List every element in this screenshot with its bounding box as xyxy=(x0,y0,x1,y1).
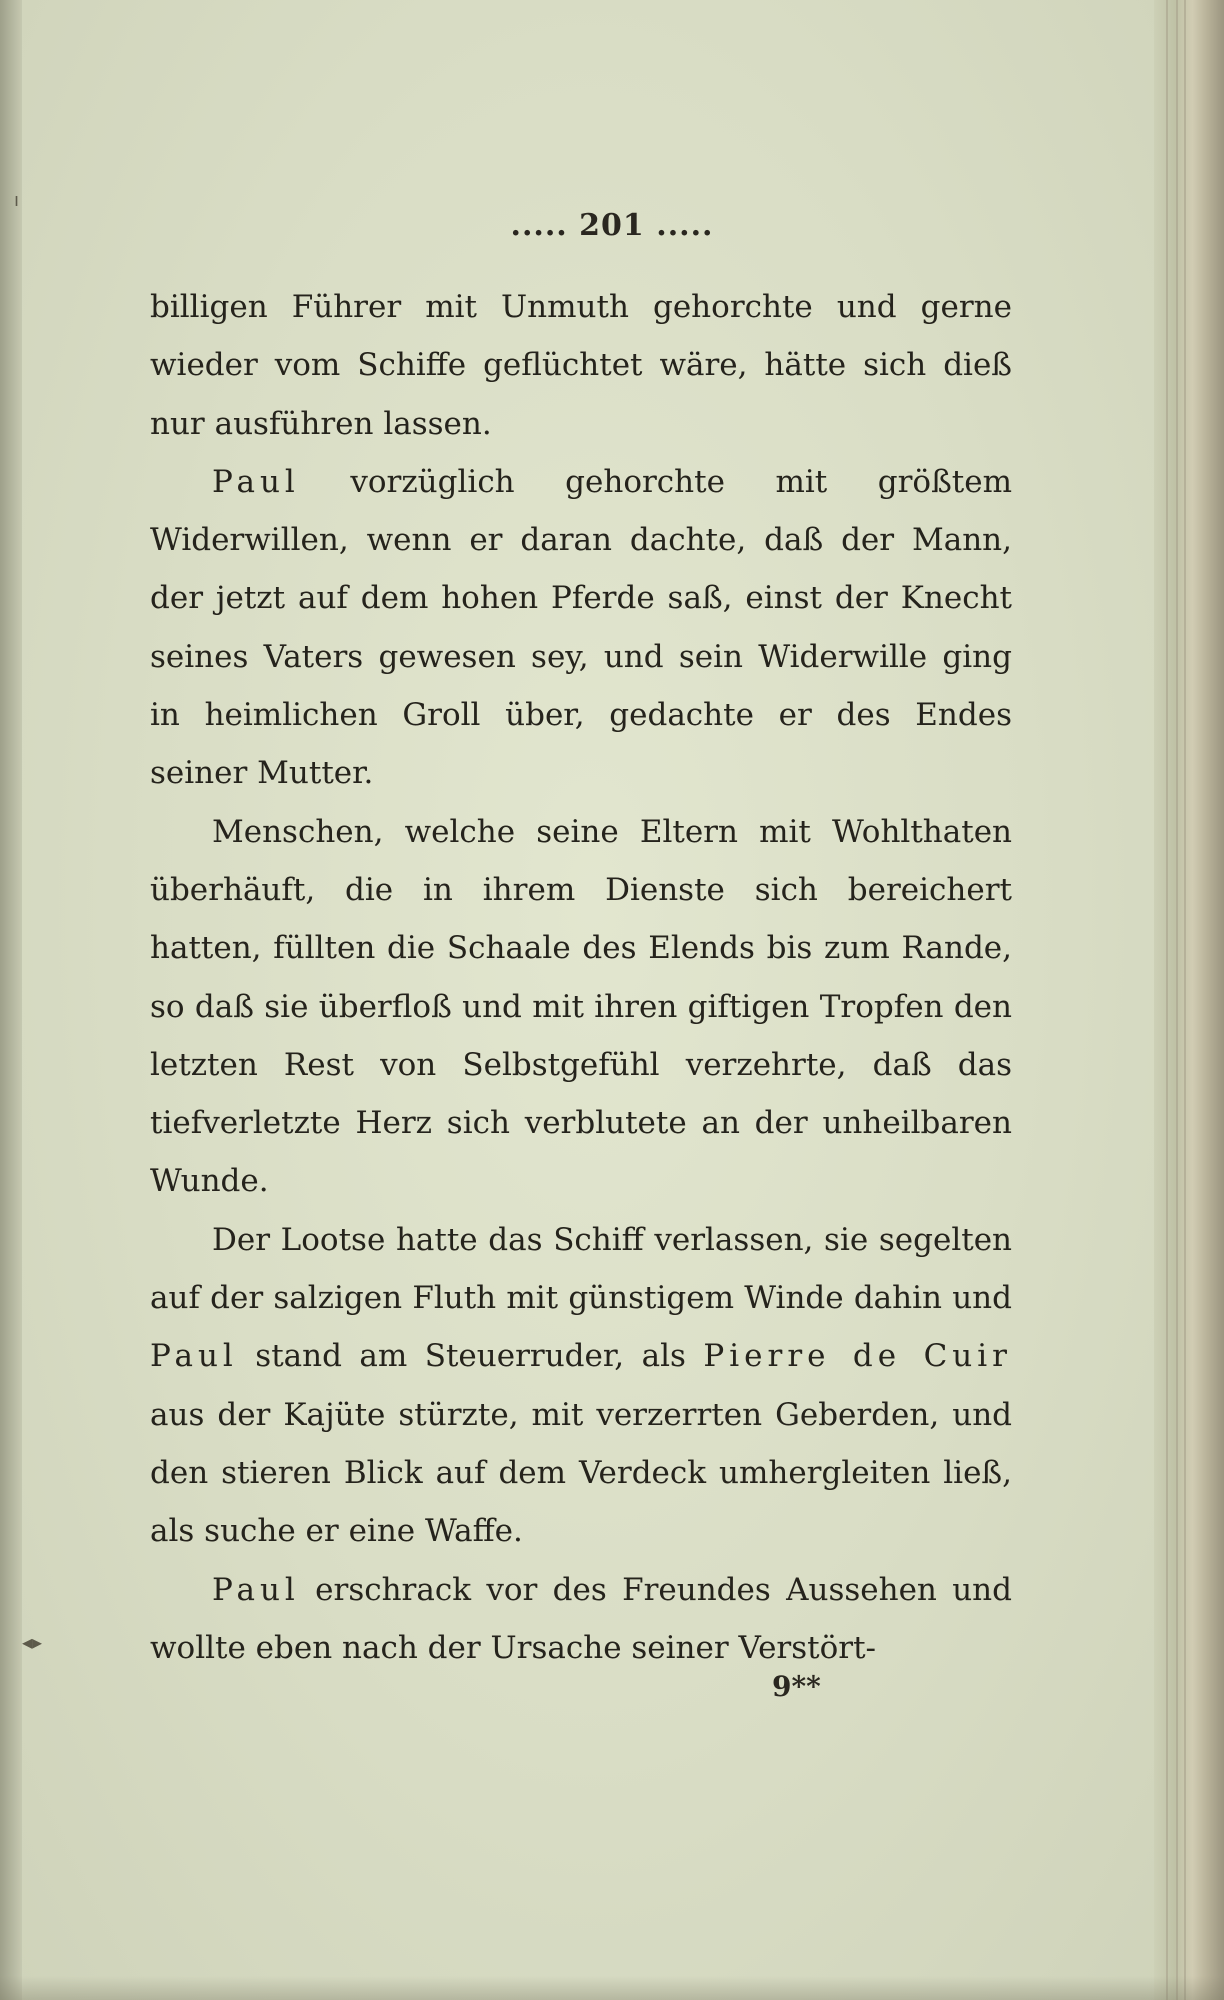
paragraph xyxy=(150,453,1012,803)
text-run: billigen Führer mit Unmuth gehorchte und gerne wieder vom Schiffe geflüchtet wäre, hätte sich dieß nur ausführen lassen. xyxy=(150,289,1012,442)
text-run: Der Lootse hatte das Schiff verlassen, sie segelten auf der salzigen Fluth mit günstigem Winde dahin und xyxy=(150,1221,1012,1317)
signature-mark: 9** xyxy=(772,1670,821,1703)
margin-mark: ◂▸ xyxy=(22,1630,43,1654)
margin-mark: ı xyxy=(14,190,20,211)
text-run: Menschen, welche seine Eltern mit Wohlthaten überhäuft, die in ihrem Dienste sich bereichert hatten, füllten die Schaale des Elends bis zum Rande, so daß sie überfloß und mit ihren giftigen Tropfen den letzten Rest von Selbstgefühl verzehrte, daß das tiefverletzte Herz sich verblutete an der unheilbaren Wunde. xyxy=(150,813,1012,1200)
spaced-name: Paul xyxy=(212,463,300,500)
paragraph xyxy=(150,1561,1012,1678)
paragraph xyxy=(150,803,1012,1211)
paragraph xyxy=(150,1211,1012,1561)
spaced-name: Pierre de Cuir xyxy=(703,1338,1012,1375)
gutter-line xyxy=(1184,0,1186,2000)
bottom-edge xyxy=(0,1976,1224,2000)
spaced-name: Paul xyxy=(212,1571,300,1608)
page-gutter xyxy=(1154,0,1224,2000)
text-run: aus der Kajüte stürzte, mit verzerrten Geberden, und den stieren Blick auf dem Verdeck umhergleiten ließ, als suche er eine Waffe. xyxy=(150,1396,1012,1550)
gutter-line xyxy=(1176,0,1178,2000)
text-run: erschrack vor des Freundes Aussehen und wollte eben nach der Ursache seiner Verstört- xyxy=(150,1571,1012,1666)
spaced-name: Paul xyxy=(150,1338,238,1375)
paragraph xyxy=(150,278,1012,453)
text-run: stand am Steuerruder, als xyxy=(237,1338,704,1375)
page-header: ..... 201 ..... xyxy=(510,208,714,243)
body-text xyxy=(150,278,1012,1677)
gutter-line xyxy=(1166,0,1168,2000)
text-run: vorzüglich gehorchte mit größtem Widerwillen, wenn er daran dachte, daß der Mann, der jetzt auf dem hohen Pferde saß, einst der Knecht seines Vaters gewesen sey, und sein Widerwille ging in heimlichen Groll über, gedachte er des Endes seiner Mutter. xyxy=(150,463,1012,792)
